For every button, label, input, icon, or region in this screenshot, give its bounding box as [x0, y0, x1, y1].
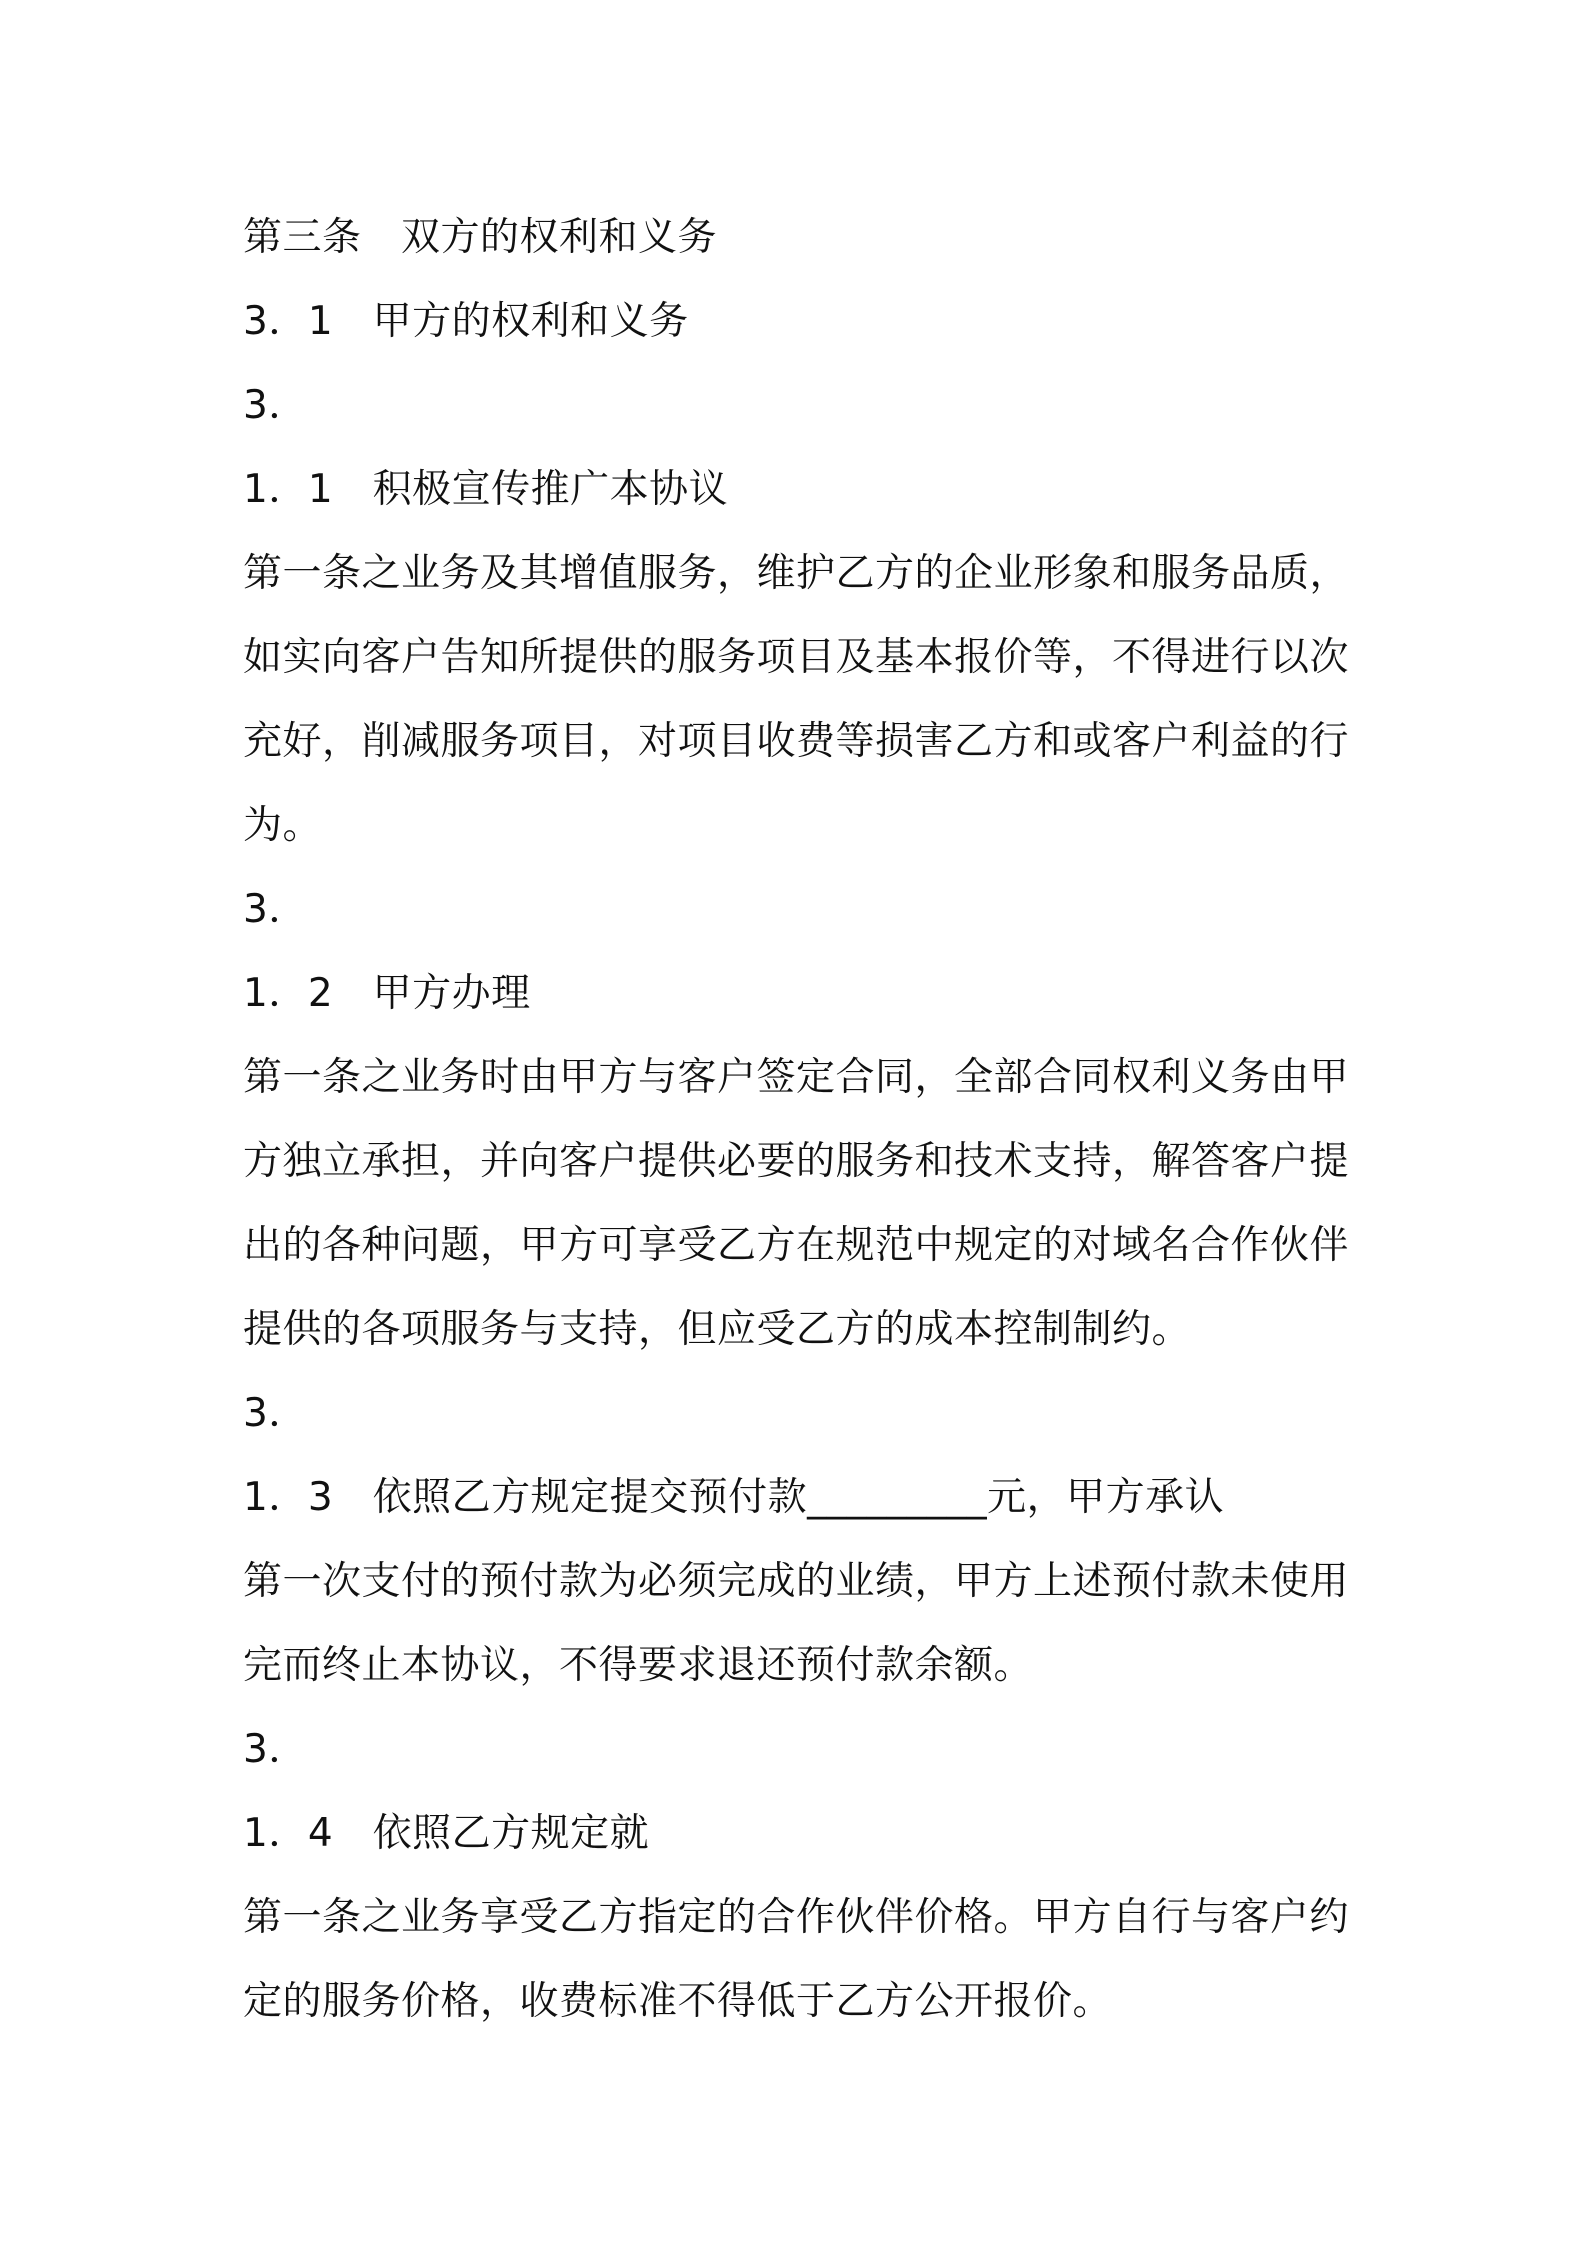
body-text-line: 提供的各项服务与支持，但应受乙方的成本控制制约。	[243, 1307, 1192, 1352]
clause-heading: 1．4 依照乙方规定就	[243, 1811, 650, 1856]
clause-heading: 1．1 积极宣传推广本协议	[243, 467, 729, 512]
article-heading: 第三条 双方的权利和义务	[243, 215, 718, 260]
clause-number-prefix: 3．	[243, 1727, 308, 1772]
body-text-line: 出的各种问题，甲方可享受乙方在规范中规定的对域名合作伙伴	[243, 1223, 1350, 1268]
body-text-line: 为。	[243, 803, 323, 848]
document-body	[243, 196, 1355, 2044]
body-text-line: 第一条之业务时由甲方与客户签定合同，全部合同权利义务由甲	[243, 1055, 1350, 1100]
body-text-line: 完而终止本协议，不得要求退还预付款余额。	[243, 1643, 1034, 1688]
clause-number-prefix: 3．	[243, 887, 308, 932]
clause-heading: 1．2 甲方办理	[243, 971, 531, 1016]
body-text-line: 第一条之业务及其增值服务，维护乙方的企业形象和服务品质，	[243, 551, 1350, 596]
body-text-line: 第一条之业务享受乙方指定的合作伙伴价格。甲方自行与客户约	[243, 1895, 1350, 1940]
body-text-line: 定的服务价格，收费标准不得低于乙方公开报价。	[243, 1979, 1113, 2024]
section-heading: 3．1 甲方的权利和义务	[243, 299, 689, 344]
clause-number-prefix: 3．	[243, 1391, 308, 1436]
body-text-line: 如实向客户告知所提供的服务项目及基本报价等，不得进行以次	[243, 635, 1350, 680]
body-text-line: 第一次支付的预付款为必须完成的业绩，甲方上述预付款未使用	[243, 1559, 1350, 1604]
body-text-line: 方独立承担，并向客户提供必要的服务和技术支持，解答客户提	[243, 1139, 1350, 1184]
clause-number-prefix: 3．	[243, 383, 308, 428]
clause-heading: 1．3 依照乙方规定提交预付款_________元，甲方承认	[243, 1475, 1225, 1520]
body-text-line: 充好，削减服务项目，对项目收费等损害乙方和或客户利益的行	[243, 719, 1350, 764]
